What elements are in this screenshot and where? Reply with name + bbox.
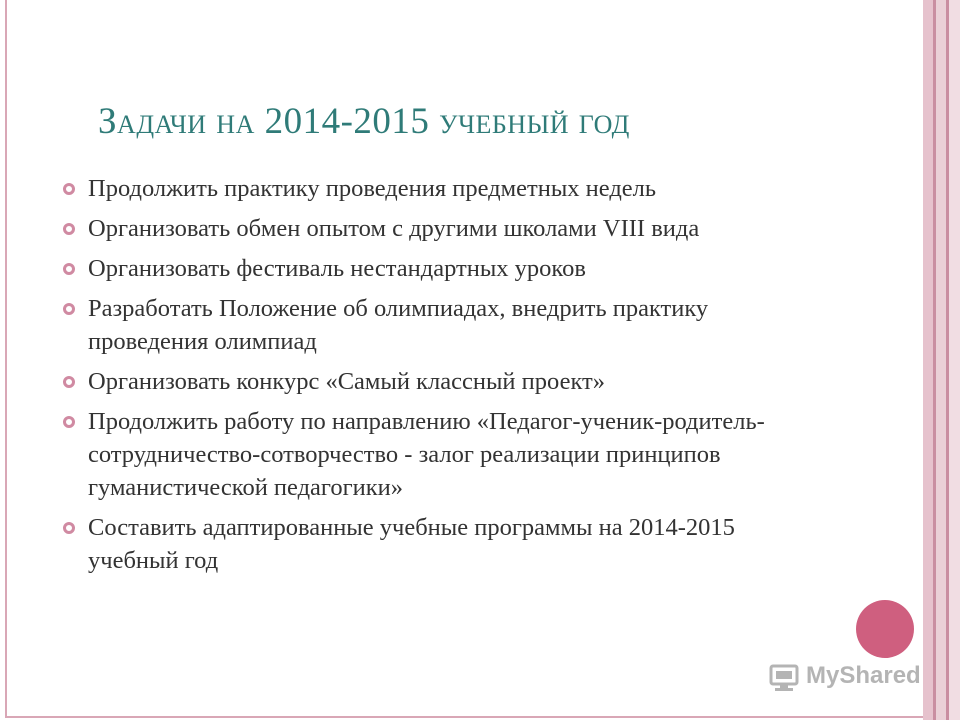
list-item (60, 172, 830, 205)
myshared-watermark (768, 656, 921, 696)
task-text: Организовать обмен опытом с другими школами VIII вида (88, 215, 700, 242)
watermark-text: MyShared (806, 662, 921, 689)
task-text: Составить адаптированные учебные программы на 2014-2015 учебный год (88, 514, 735, 574)
task-text: Разработать Положение об олимпиадах, внедрить практику проведения олимпиад (88, 295, 709, 355)
ring-bullet-icon (63, 183, 75, 195)
task-text: Организовать конкурс «Самый классный проект» (88, 368, 605, 395)
slide-title: Задачи на 2014-2015 учебный год (98, 101, 630, 142)
task-list (60, 172, 830, 584)
ring-bullet-icon (63, 263, 75, 275)
ring-bullet-icon (63, 522, 75, 534)
task-text: Организовать фестиваль нестандартных уроков (88, 255, 586, 282)
myshared-logo-icon (768, 660, 800, 692)
ring-bullet-icon (63, 223, 75, 235)
list-item (60, 511, 830, 577)
list-item (60, 212, 830, 245)
decorative-circle (856, 600, 914, 658)
decorative-stripe (949, 0, 960, 720)
ring-bullet-icon (63, 416, 75, 428)
list-item (60, 252, 830, 285)
ring-bullet-icon (63, 303, 75, 315)
list-item (60, 405, 830, 504)
list-item (60, 292, 830, 358)
list-item (60, 365, 830, 398)
task-text: Продолжить практику проведения предметных недель (88, 175, 657, 202)
task-text: Продолжить работу по направлению «Педагог-ученик-родитель-сотрудничество-сотворчество - залог реализации принципов гуманистической педагогики» (88, 408, 765, 501)
decorative-stripe (923, 0, 933, 720)
decorative-stripe (936, 0, 946, 720)
ring-bullet-icon (63, 376, 75, 388)
